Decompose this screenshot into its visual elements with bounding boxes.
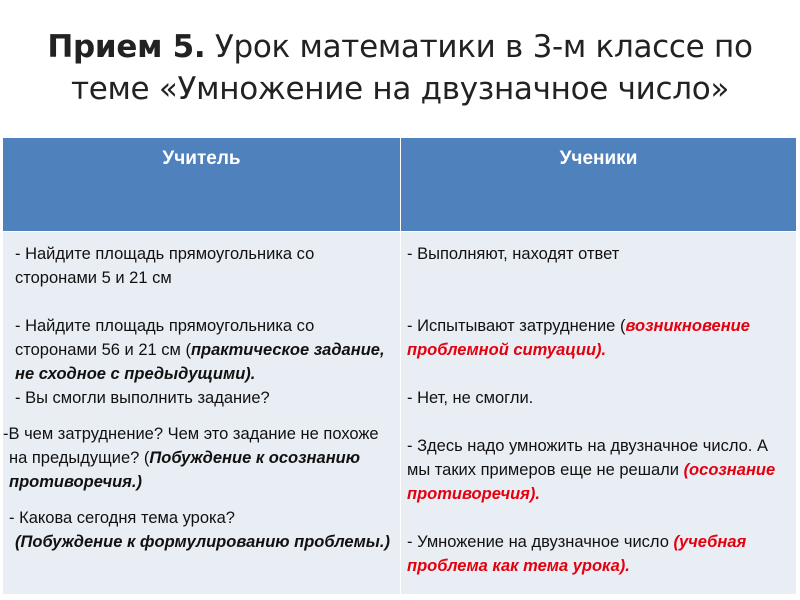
lesson-table: [2, 137, 797, 595]
title-prefix: Прием: [47, 29, 173, 65]
students-cell: [401, 232, 797, 595]
teacher-item-5: [9, 506, 394, 554]
teacher-item-2-note: практическое задание, не сходное с предыдущими).: [15, 341, 385, 383]
students-item-2: [407, 314, 790, 362]
teacher-cell: [3, 232, 401, 595]
students-item-5-note: (учебная проблема как тема урока).: [407, 533, 747, 575]
header-teacher: Учитель: [3, 138, 401, 232]
teacher-item-3: - Вы смогли выполнить задание?: [15, 389, 270, 407]
teacher-item-5-note: (Побуждение к формулированию проблемы.): [15, 533, 390, 551]
title-number: 5.: [172, 29, 206, 65]
teacher-item-2-text: - Найдите площадь прямоугольника со сторонами 56 и 21 см (: [15, 317, 315, 359]
slide-title: [20, 26, 780, 110]
students-item-1: - Выполняют, находят ответ: [407, 245, 620, 263]
teacher-item-4: [3, 422, 394, 494]
title-line2: теме «Умножение на двузначное число»: [70, 71, 730, 107]
table-row: [3, 232, 797, 595]
title-line1: Урок математики в 3-м классе по: [205, 29, 753, 65]
students-item-2-note: возникновение проблемной ситуации).: [407, 317, 750, 359]
students-item-5: [407, 530, 790, 578]
students-item-3: - Нет, не смогли.: [407, 389, 534, 407]
teacher-item-4-text: -В чем затруднение? Чем это задание не похоже на предыдущие? (: [3, 425, 379, 467]
teacher-item-5-text: - Какова сегодня тема урока?: [9, 509, 235, 527]
teacher-item-2: [9, 314, 394, 386]
students-item-2-text: - Испытывают затруднение (: [407, 317, 626, 335]
students-item-4-text: - Здесь надо умножить на двузначное число. А мы таких примеров еще не решали: [407, 437, 768, 479]
students-item-4: [407, 434, 790, 506]
students-item-5-text: - Умножение на двузначное число: [407, 533, 674, 551]
teacher-item-4-note: Побуждение к осознанию противоречия.): [9, 449, 361, 491]
students-item-4-note: (осознание противоречия).: [407, 461, 776, 503]
header-students: Ученики: [401, 138, 797, 232]
table-header-row: [3, 138, 797, 232]
teacher-item-1: - Найдите площадь прямоугольника со сторонами 5 и 21 см: [15, 245, 315, 287]
